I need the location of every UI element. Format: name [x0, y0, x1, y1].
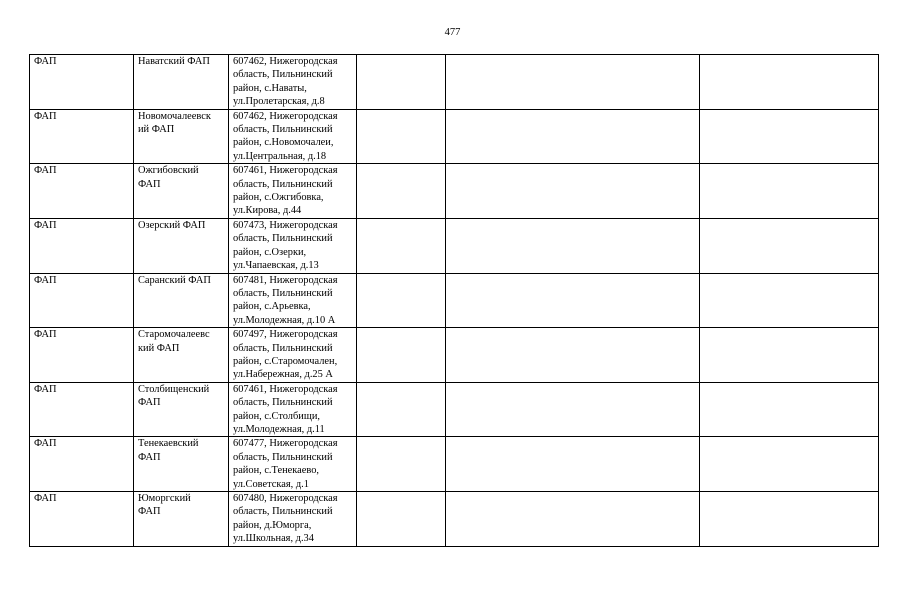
address-line: область, Пильнинский: [233, 342, 333, 354]
facility-name-line: Старомочалеевс: [138, 329, 210, 341]
table-body: [30, 55, 879, 547]
facility-address-cell: [229, 273, 357, 328]
empty-cell-col5: [446, 218, 700, 273]
empty-cell-col6: [700, 218, 879, 273]
address-line: ул.Молодежная, д.11: [233, 423, 325, 435]
empty-cell-col6: [700, 164, 879, 219]
empty-cell-col4: [357, 218, 446, 273]
address-line: район, д.Юморга,: [233, 519, 312, 531]
facility-name-line: Столбищенский: [138, 383, 210, 395]
empty-cell-col4: [357, 328, 446, 383]
empty-cell-col4: [357, 437, 446, 492]
empty-cell-col5: [446, 273, 700, 328]
address-line: район, с.Старомочален,: [233, 355, 338, 367]
facility-name-line: Юморгский: [138, 493, 191, 504]
facility-address-cell: [229, 382, 357, 437]
empty-cell-col5: [446, 437, 700, 492]
empty-cell-col6: [700, 492, 879, 547]
facility-type-cell: ФАП: [30, 218, 134, 273]
facility-type-cell: ФАП: [30, 328, 134, 383]
empty-cell-col6: [700, 55, 879, 110]
address-line: ул.Школьная, д.34: [233, 533, 314, 545]
facility-name-cell: [134, 218, 229, 273]
address-line: ул.Советская, д.1: [233, 478, 309, 490]
facility-address-cell: [229, 109, 357, 164]
facility-name-cell: [134, 109, 229, 164]
empty-cell-col6: [700, 328, 879, 383]
table-row: [30, 328, 879, 383]
table-row: [30, 109, 879, 164]
address-line: область, Пильнинский: [233, 397, 333, 409]
table-row: [30, 437, 879, 492]
facility-type-cell: ФАП: [30, 273, 134, 328]
address-line: ул.Чапаевская, д.13: [233, 260, 319, 272]
address-line: район, с.Тенекаево,: [233, 465, 320, 477]
facility-address-cell: [229, 437, 357, 492]
address-line: район, с.Новомочалеи,: [233, 137, 334, 149]
empty-cell-col4: [357, 273, 446, 328]
empty-cell-col5: [446, 164, 700, 219]
table-row: [30, 55, 879, 110]
facility-name-cell: [134, 382, 229, 437]
facility-type-cell: ФАП: [30, 437, 134, 492]
facility-name-line: кий ФАП: [138, 342, 180, 354]
table-row: [30, 273, 879, 328]
facility-name-line: Тенекаевский: [138, 438, 199, 450]
address-line: 607462, Нижегородская: [233, 56, 338, 67]
empty-cell-col4: [357, 382, 446, 437]
address-line: 607461, Нижегородская: [233, 383, 338, 395]
facility-address-cell: [229, 55, 357, 110]
address-line: область, Пильнинский: [233, 178, 333, 190]
facility-type-cell: ФАП: [30, 492, 134, 547]
facility-name-line: Озерский ФАП: [138, 219, 206, 231]
empty-cell-col4: [357, 55, 446, 110]
table-row: [30, 492, 879, 547]
facility-name-line: ФАП: [138, 178, 161, 190]
facilities-table: [29, 54, 879, 547]
facility-type-cell: ФАП: [30, 382, 134, 437]
address-line: 607462, Нижегородская: [233, 110, 338, 122]
facility-name-cell: [134, 55, 229, 110]
address-line: ул.Пролетарская, д.8: [233, 96, 325, 108]
address-line: область, Пильнинский: [233, 451, 333, 463]
address-line: область, Пильнинский: [233, 287, 333, 299]
empty-cell-col5: [446, 492, 700, 547]
address-line: 607480, Нижегородская: [233, 493, 338, 504]
facility-address-cell: [229, 218, 357, 273]
facility-name-line: Новомочалеевск: [138, 110, 211, 122]
address-line: район, с.Наваты,: [233, 82, 307, 94]
address-line: район, с.Столбищи,: [233, 410, 320, 422]
facility-name-cell: [134, 328, 229, 383]
facility-name-line: ФАП: [138, 506, 161, 518]
facility-name-line: ФАП: [138, 451, 161, 463]
address-line: 607461, Нижегородская: [233, 165, 338, 177]
table-row: [30, 164, 879, 219]
address-line: ул.Кирова, д.44: [233, 205, 302, 217]
empty-cell-col5: [446, 109, 700, 164]
address-line: район, с.Озерки,: [233, 246, 307, 258]
empty-cell-col6: [700, 273, 879, 328]
facility-name-line: Саранский ФАП: [138, 274, 211, 286]
address-line: область, Пильнинский: [233, 233, 333, 245]
address-line: 607477, Нижегородская: [233, 438, 338, 450]
facility-name-line: ий ФАП: [138, 124, 175, 136]
empty-cell-col6: [700, 382, 879, 437]
address-line: область, Пильнинский: [233, 124, 333, 136]
empty-cell-col5: [446, 382, 700, 437]
empty-cell-col6: [700, 109, 879, 164]
facility-name-cell: [134, 273, 229, 328]
facility-name-cell: [134, 437, 229, 492]
address-line: ул.Набережная, д.25 А: [233, 369, 333, 381]
empty-cell-col5: [446, 328, 700, 383]
empty-cell-col6: [700, 437, 879, 492]
empty-cell-col4: [357, 164, 446, 219]
table-row: [30, 382, 879, 437]
table-row: [30, 218, 879, 273]
page-number: 477: [444, 27, 461, 38]
facility-name-line: Наватский ФАП: [138, 56, 210, 67]
empty-cell-col4: [357, 492, 446, 547]
facility-name-cell: [134, 492, 229, 547]
empty-cell-col5: [446, 55, 700, 110]
address-line: ул.Центральная, д.18: [233, 150, 327, 162]
address-line: область, Пильнинский: [233, 506, 333, 518]
facility-type-cell: ФАП: [30, 164, 134, 219]
address-line: район, с.Ожгибовка,: [233, 192, 324, 204]
address-line: область, Пильнинский: [233, 69, 333, 81]
address-line: 607481, Нижегородская: [233, 274, 338, 286]
facility-address-cell: [229, 164, 357, 219]
facility-address-cell: [229, 492, 357, 547]
address-line: район, с.Арьевка,: [233, 301, 311, 313]
address-line: ул.Молодежная, д.10 А: [233, 314, 336, 326]
empty-cell-col4: [357, 109, 446, 164]
address-line: 607473, Нижегородская: [233, 219, 338, 231]
facility-name-line: Ожгибовский: [138, 165, 199, 177]
address-line: 607497, Нижегородская: [233, 329, 338, 341]
facility-type-cell: ФАП: [30, 55, 134, 110]
facility-address-cell: [229, 328, 357, 383]
facility-type-cell: ФАП: [30, 109, 134, 164]
facility-name-line: ФАП: [138, 397, 161, 409]
facility-name-cell: [134, 164, 229, 219]
